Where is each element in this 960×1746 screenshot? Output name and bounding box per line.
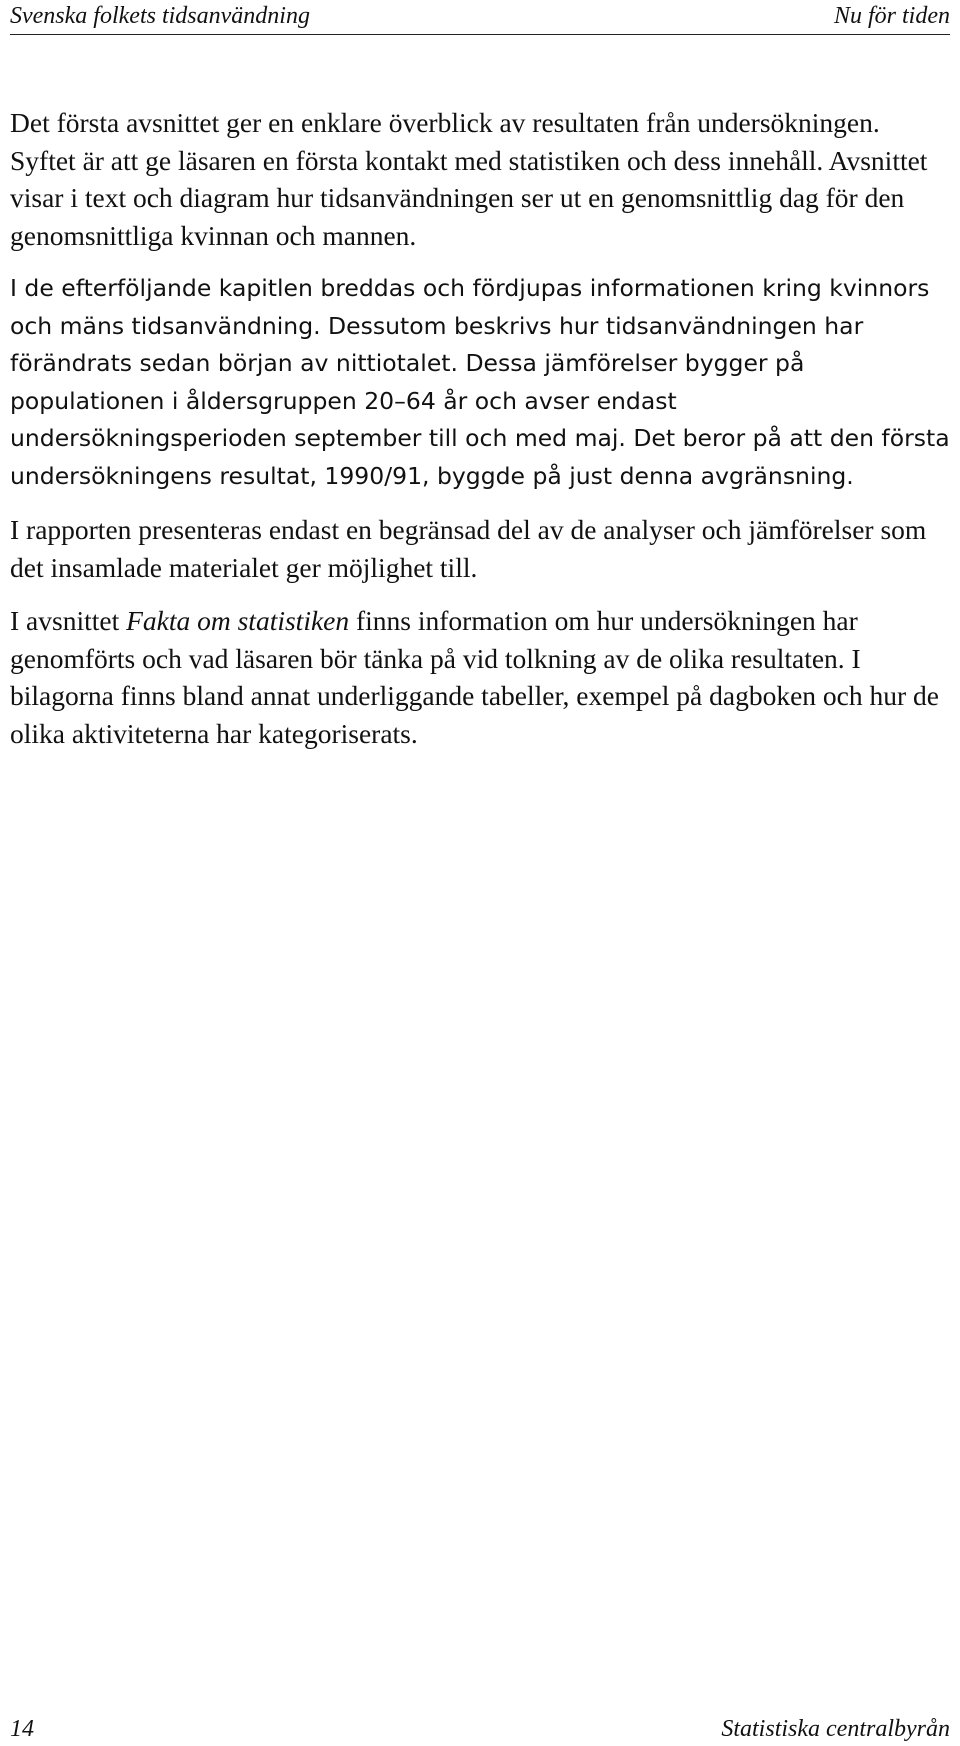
running-header: [10, 0, 950, 35]
body-text: [10, 104, 952, 768]
paragraph-appendix: [10, 602, 952, 752]
page-number: 14: [10, 1716, 34, 1742]
paragraph-chapters: I de efterföljande kapitlen breddas och fördjupas informationen kring kvinnors och mäns tidsanvändning. Dessutom beskrivs hur tidsanvändningen har förändrats sedan början av nittiotalet. Dessa jämförelser bygger på populationen i åldersgruppen 20–64 år och avser endast undersökningsperioden september till och med maj. Det beror på att den första undersökningens resultat, 1990/91, byggde på just denna avgränsning.: [10, 274, 950, 490]
page-footer: [10, 1715, 950, 1743]
footer-publisher: Statistiska centralbyrån: [721, 1716, 950, 1742]
paragraph-appendix-end: finns information om hur undersökningen har genomförts och vad läsaren bör tänka på vid tolkning av de olika resultaten. I bilagorna finns bland annat underliggande tabeller, exempel på dagboken och hur de olika aktiviteterna har kategoriserats.: [10, 605, 939, 749]
header-chapter-title: Nu för tiden: [833, 3, 950, 29]
header-publication-title: Svenska folkets tidsanvändning: [10, 3, 310, 29]
paragraph-intro: Det första avsnittet ger en enklare överblick av resultaten från undersökningen. Syftet är att ge läsaren en första kontakt med statistiken och dess innehåll. Avsnittet visar i text och diagram hur tidsanvändningen ser ut en genomsnittlig dag för den genomsnittliga kvinnan och mannen.: [10, 107, 928, 251]
section-reference: Fakta om statistiken: [126, 605, 350, 636]
paragraph-appendix-start: I avsnittet: [10, 605, 127, 636]
paragraph-scope: I rapporten presenteras endast en begränsad del av de analyser och jämförelser som det insamlade materialet ger möjlighet till.: [10, 514, 927, 583]
